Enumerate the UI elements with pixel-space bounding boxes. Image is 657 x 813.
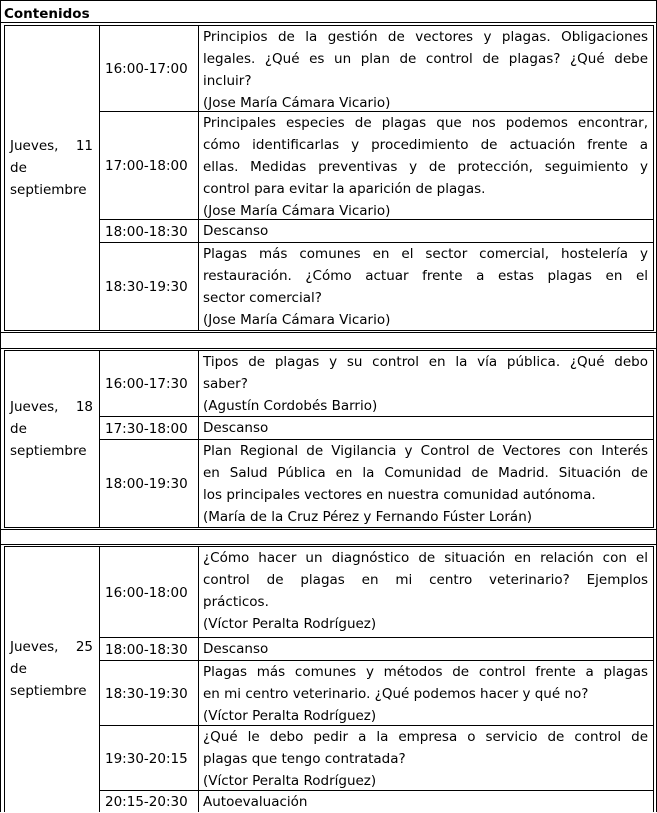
session-description-line: ellas. Medidas preventivas y de protección, seguimiento y <box>203 159 648 175</box>
day-word: Jueves, <box>10 138 59 154</box>
speaker-name: (Víctor Peralta Rodríguez) <box>203 708 377 724</box>
day-label-month: septiembre <box>10 443 87 459</box>
time-slot: 16:00-17:00 <box>105 61 188 77</box>
table-rule <box>0 332 657 333</box>
session-description-line: en mi centro veterinario. ¿Qué podemos hacer y qué no? <box>203 686 589 702</box>
session-description-line: control para evitar la aparición de plagas. <box>203 181 486 197</box>
table-rule <box>0 529 657 530</box>
time-slot: 16:00-18:00 <box>105 585 188 601</box>
session-description-line: restauración. ¿Cómo actuar frente a estas plagas en el <box>203 268 648 284</box>
session-description-line: ¿Cómo hacer un diagnóstico de situación en relación con el <box>203 550 648 566</box>
session-description-line: los principales vectores en nuestra comunidad autónoma. <box>203 487 596 503</box>
session-description-line: sector comercial? <box>203 290 322 306</box>
table-rule <box>4 25 5 331</box>
time-slot: 17:30-18:00 <box>105 421 188 437</box>
session-description-line: Plan Regional de Vigilancia y Control de Vectores con Interés <box>203 443 648 459</box>
session-description-line: Descanso <box>203 223 269 239</box>
time-slot: 19:30-20:15 <box>105 751 188 767</box>
speaker-name: (Víctor Peralta Rodríguez) <box>203 773 377 789</box>
session-description-line: cómo identificarlas y procedimiento de actuación frente a <box>203 137 648 153</box>
time-slot: 18:30-19:30 <box>105 686 188 702</box>
table-rule <box>99 25 100 331</box>
session-description-line: Plagas más comunes en el sector comercial, hostelería y <box>203 246 648 262</box>
session-description-line: en Salud Pública en la Comunidad de Madrid. Situación de <box>203 465 648 481</box>
session-description-line: Principios de la gestión de vectores y plagas. Obligaciones <box>203 29 648 45</box>
day-label-line <box>10 135 93 157</box>
session-description-line: prácticos. <box>203 594 269 610</box>
table-rule <box>0 0 657 1</box>
table-rule <box>198 546 199 812</box>
day-label-line <box>10 636 93 658</box>
speaker-name: (Víctor Peralta Rodríguez) <box>203 616 377 632</box>
day-label-line <box>10 396 93 418</box>
table-rule <box>99 637 654 638</box>
session-description-line: Tipos de plagas y su control en la vía pública. ¿Qué debo <box>203 354 648 370</box>
session-description-line: Descanso <box>203 641 269 657</box>
session-description-line: incluir? <box>203 73 252 89</box>
session-description-line: Autoevaluación <box>203 794 308 810</box>
time-slot: 16:00-17:30 <box>105 376 188 392</box>
session-description-line: Principales especies de plagas que nos podemos encontrar, <box>203 115 648 131</box>
speaker-name: (Jose María Cámara Vicario) <box>203 312 391 328</box>
speaker-name: (Agustín Cordobés Barrio) <box>203 398 378 414</box>
speaker-name: (María de la Cruz Pérez y Fernando Fúster Lorán) <box>203 509 533 525</box>
session-description-line: legales. ¿Qué es un plan de control de plagas? ¿Qué debe <box>203 51 648 67</box>
table-rule <box>4 350 5 528</box>
table-rule <box>198 25 199 331</box>
time-slot: 17:00-18:00 <box>105 158 188 174</box>
day-label-month: septiembre <box>10 683 87 699</box>
table-rule <box>0 22 657 23</box>
session-description-line: Plagas más comunes y métodos de control frente a plagas <box>203 664 648 680</box>
day-label-de: de <box>10 421 27 437</box>
table-rule <box>4 546 5 812</box>
day-label-de: de <box>10 160 27 176</box>
speaker-name: (Jose María Cámara Vicario) <box>203 95 391 111</box>
day-label-month: septiembre <box>10 182 87 198</box>
time-slot: 18:30-19:30 <box>105 279 188 295</box>
table-rule <box>0 0 1 812</box>
table-rule <box>99 546 100 812</box>
table-rule <box>653 25 654 331</box>
day-word: Jueves, <box>10 399 59 415</box>
day-number: 11 <box>75 138 93 154</box>
session-description-line: Descanso <box>203 420 269 436</box>
table-rule <box>0 544 657 545</box>
table-rule <box>653 546 654 812</box>
day-number: 25 <box>75 639 93 655</box>
time-slot: 20:15-20:30 <box>105 794 188 810</box>
session-description-line: saber? <box>203 376 248 392</box>
day-word: Jueves, <box>10 639 59 655</box>
contents-header: Contenidos <box>4 6 90 22</box>
table-rule <box>0 348 657 349</box>
speaker-name: (Jose María Cámara Vicario) <box>203 203 391 219</box>
time-slot: 18:00-19:30 <box>105 476 188 492</box>
time-slot: 18:00-18:30 <box>105 224 188 240</box>
session-description-line: plagas que tengo contratada? <box>203 751 406 767</box>
day-number: 18 <box>75 399 93 415</box>
session-description-line: ¿Qué le debo pedir a la empresa o servicio de control de <box>203 729 648 745</box>
time-slot: 18:00-18:30 <box>105 642 188 658</box>
day-label-de: de <box>10 661 27 677</box>
session-description-line: control de plagas en mi centro veterinario? Ejemplos <box>203 572 648 588</box>
